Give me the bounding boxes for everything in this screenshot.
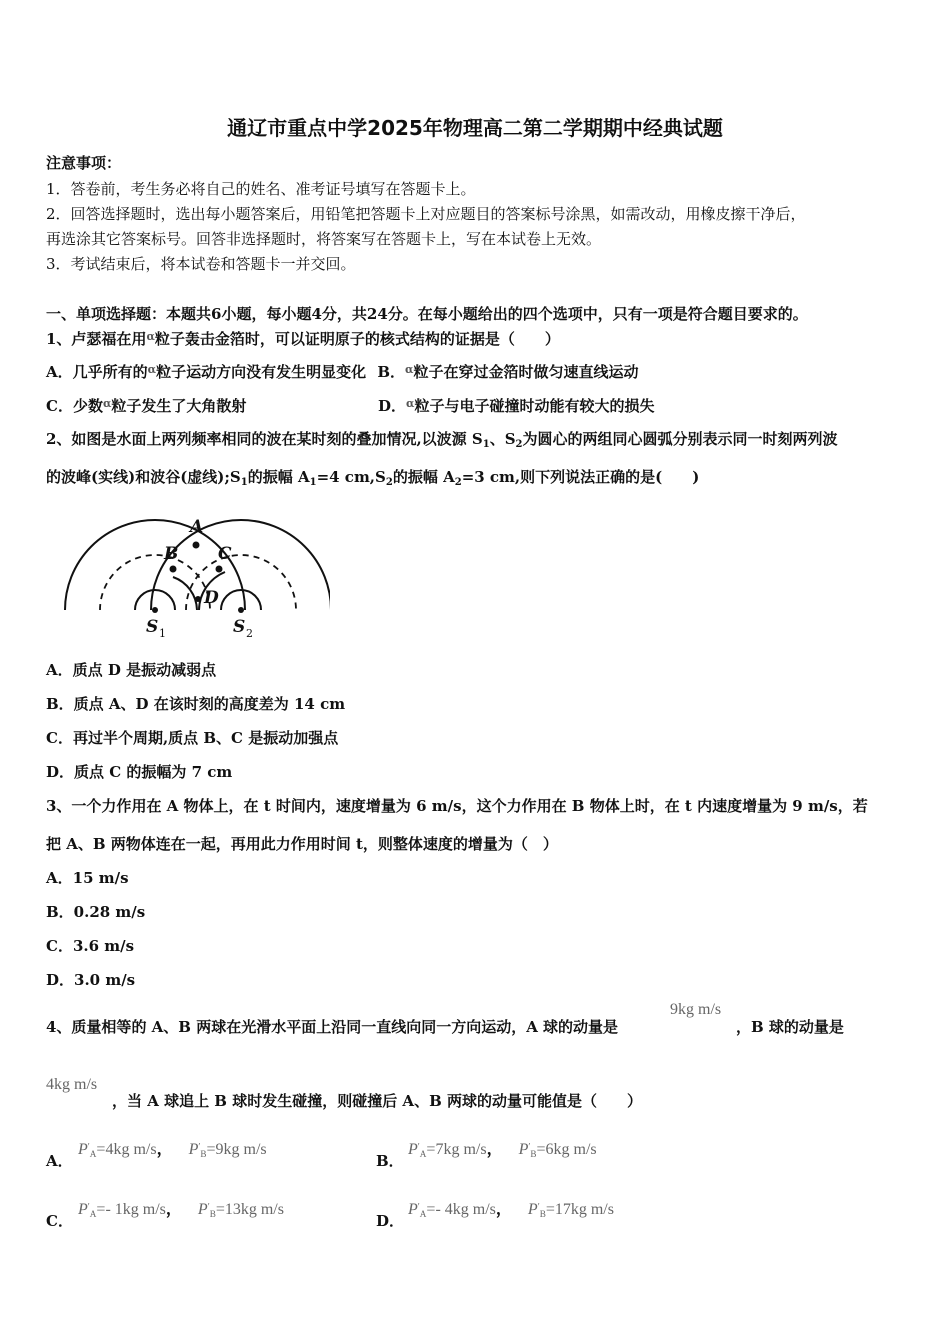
q4-stem-line1b: ，B 球的动量是 bbox=[736, 1018, 844, 1036]
q1-stem: 1、卢瑟福在用$^\alpha$粒子轰击金箔时，可以证明原子的核式结构的证据是（ ） bbox=[46, 330, 560, 348]
label-s1: S bbox=[146, 617, 159, 637]
q4-option-d-formula: $P'_A=-$ 4kg m/s， $P'_B=17kg$ m/s bbox=[408, 1201, 614, 1220]
q4-stem-line2: ，当 A 球追上 B 球时发生碰撞，则碰撞后 A、B 两球的动量可能值是（ ） bbox=[112, 1092, 642, 1110]
source-s2 bbox=[238, 607, 244, 613]
q3-option-a: A．15 m/s bbox=[46, 869, 129, 887]
q2-stem-line1: 2、如图是水面上两列频率相同的波在某时刻的叠加情况,以波源 $S_1$、$S_2$为圆心的两组同心圆弧分别表示同一时刻两列波 bbox=[46, 430, 838, 450]
q3-stem-line2: 把 A、B 两物体连在一起，再用此力作用时间 t，则整体速度的增量为（ ） bbox=[46, 835, 558, 853]
q4-pa-value: 9kg m/s bbox=[670, 1001, 722, 1018]
page-title: 通辽市重点中学2025年物理高二第二学期期中经典试题 bbox=[227, 116, 723, 140]
q2-option-a: A．质点 D 是振动减弱点 bbox=[46, 661, 217, 679]
q3-stem-line1: 3、一个力作用在 A 物体上，在 t 时间内，速度增量为 6 m/s，这个力作用在 B 物体上时，在 t 内速度增量为 9 m/s，若 bbox=[46, 797, 868, 815]
source-s1 bbox=[152, 607, 158, 613]
notice-item-2-cont: 再选涂其它答案标号。回答非选择题时，将答案写在答题卡上，写在本试卷上无效。 bbox=[46, 230, 602, 248]
label-s2-sub: 2 bbox=[246, 627, 253, 640]
label-c: C bbox=[218, 544, 232, 564]
q1-option-a: A．几乎所有的$^\alpha$粒子运动方向没有发生明显变化 bbox=[46, 363, 367, 381]
label-a: A bbox=[190, 517, 204, 537]
wave-interference-figure bbox=[60, 515, 330, 645]
q4-stem-line1a: 4、质量相等的 A、B 两球在光滑水平面上沿同一直线向同一方向运动，A 球的动量是 bbox=[46, 1018, 619, 1036]
q2-option-d: D．质点 C 的振幅为 7 cm bbox=[46, 763, 233, 781]
q1-option-c: C．少数$^\alpha$粒子发生了大角散射 bbox=[46, 397, 247, 415]
section-heading: 一、单项选择题：本题共6小题，每小题4分，共24分。在每小题给出的四个选项中，只有一项是符合题目要求的。 bbox=[46, 305, 808, 323]
point-c bbox=[216, 566, 223, 573]
q2-option-c: C．再过半个周期,质点 B、C 是振动加强点 bbox=[46, 729, 339, 747]
point-d bbox=[195, 596, 201, 602]
label-d: D bbox=[204, 588, 219, 608]
q4-option-a-formula: $P'_A=4kg$ m/s， $P'_B=9kg$ m/s bbox=[78, 1141, 267, 1160]
q2-stem-line2: 的波峰(实线)和波谷(虚线)$;S_1$的振幅 $A_1=4$ $cm,S_2$的振幅 $A_2=3$ cm,则下列说法正确的是( ) bbox=[46, 468, 700, 488]
notice-heading: 注意事项： bbox=[46, 154, 122, 172]
notice-item-1: 1．答卷前，考生务必将自己的姓名、准考证号填写在答题卡上。 bbox=[46, 180, 476, 198]
s2-crest-outer-arc bbox=[151, 520, 330, 610]
point-b bbox=[170, 566, 177, 573]
label-s1-sub: 1 bbox=[159, 627, 166, 640]
q4-pb-value: 4kg m/s bbox=[46, 1076, 98, 1093]
point-a bbox=[193, 542, 200, 549]
q4-option-c-label: C． bbox=[46, 1212, 73, 1230]
q3-option-d: D．3.0 m/s bbox=[46, 971, 136, 989]
label-s2: S bbox=[233, 617, 246, 637]
q4-option-b-label: B． bbox=[376, 1152, 404, 1170]
s1-crest-mid-arc bbox=[173, 577, 197, 610]
notice-item-2: 2．回答选择题时，选出每小题答案后，用铅笔把答题卡上对应题目的答案标号涂黑，如需改动，用橡皮擦干净后， bbox=[46, 205, 806, 223]
q4-option-d-label: D． bbox=[376, 1212, 405, 1230]
q3-option-b: B．0.28 m/s bbox=[46, 903, 146, 921]
q1-option-d: D．$^\alpha$粒子与电子碰撞时动能有较大的损失 bbox=[378, 397, 655, 415]
q4-option-b-formula: $P'_A=7kg$ m/s， $P'_B=6kg$ m/s bbox=[408, 1141, 597, 1160]
q4-option-a-label: A． bbox=[46, 1152, 73, 1170]
q2-option-b: B．质点 A、D 在该时刻的高度差为 14 cm bbox=[46, 695, 346, 713]
q4-option-c-formula: $P'_A=-$ 1kg m/s， $P'_B=13kg$ m/s bbox=[78, 1201, 284, 1220]
q1-options-row1 bbox=[46, 361, 639, 382]
label-b: B bbox=[164, 544, 179, 564]
q1-option-b: B．$^\alpha$粒子在穿过金箔时做匀速直线运动 bbox=[377, 363, 639, 381]
q3-option-c: C．3.6 m/s bbox=[46, 937, 135, 955]
notice-item-3: 3．考试结束后，将本试卷和答题卡一并交回。 bbox=[46, 255, 356, 273]
